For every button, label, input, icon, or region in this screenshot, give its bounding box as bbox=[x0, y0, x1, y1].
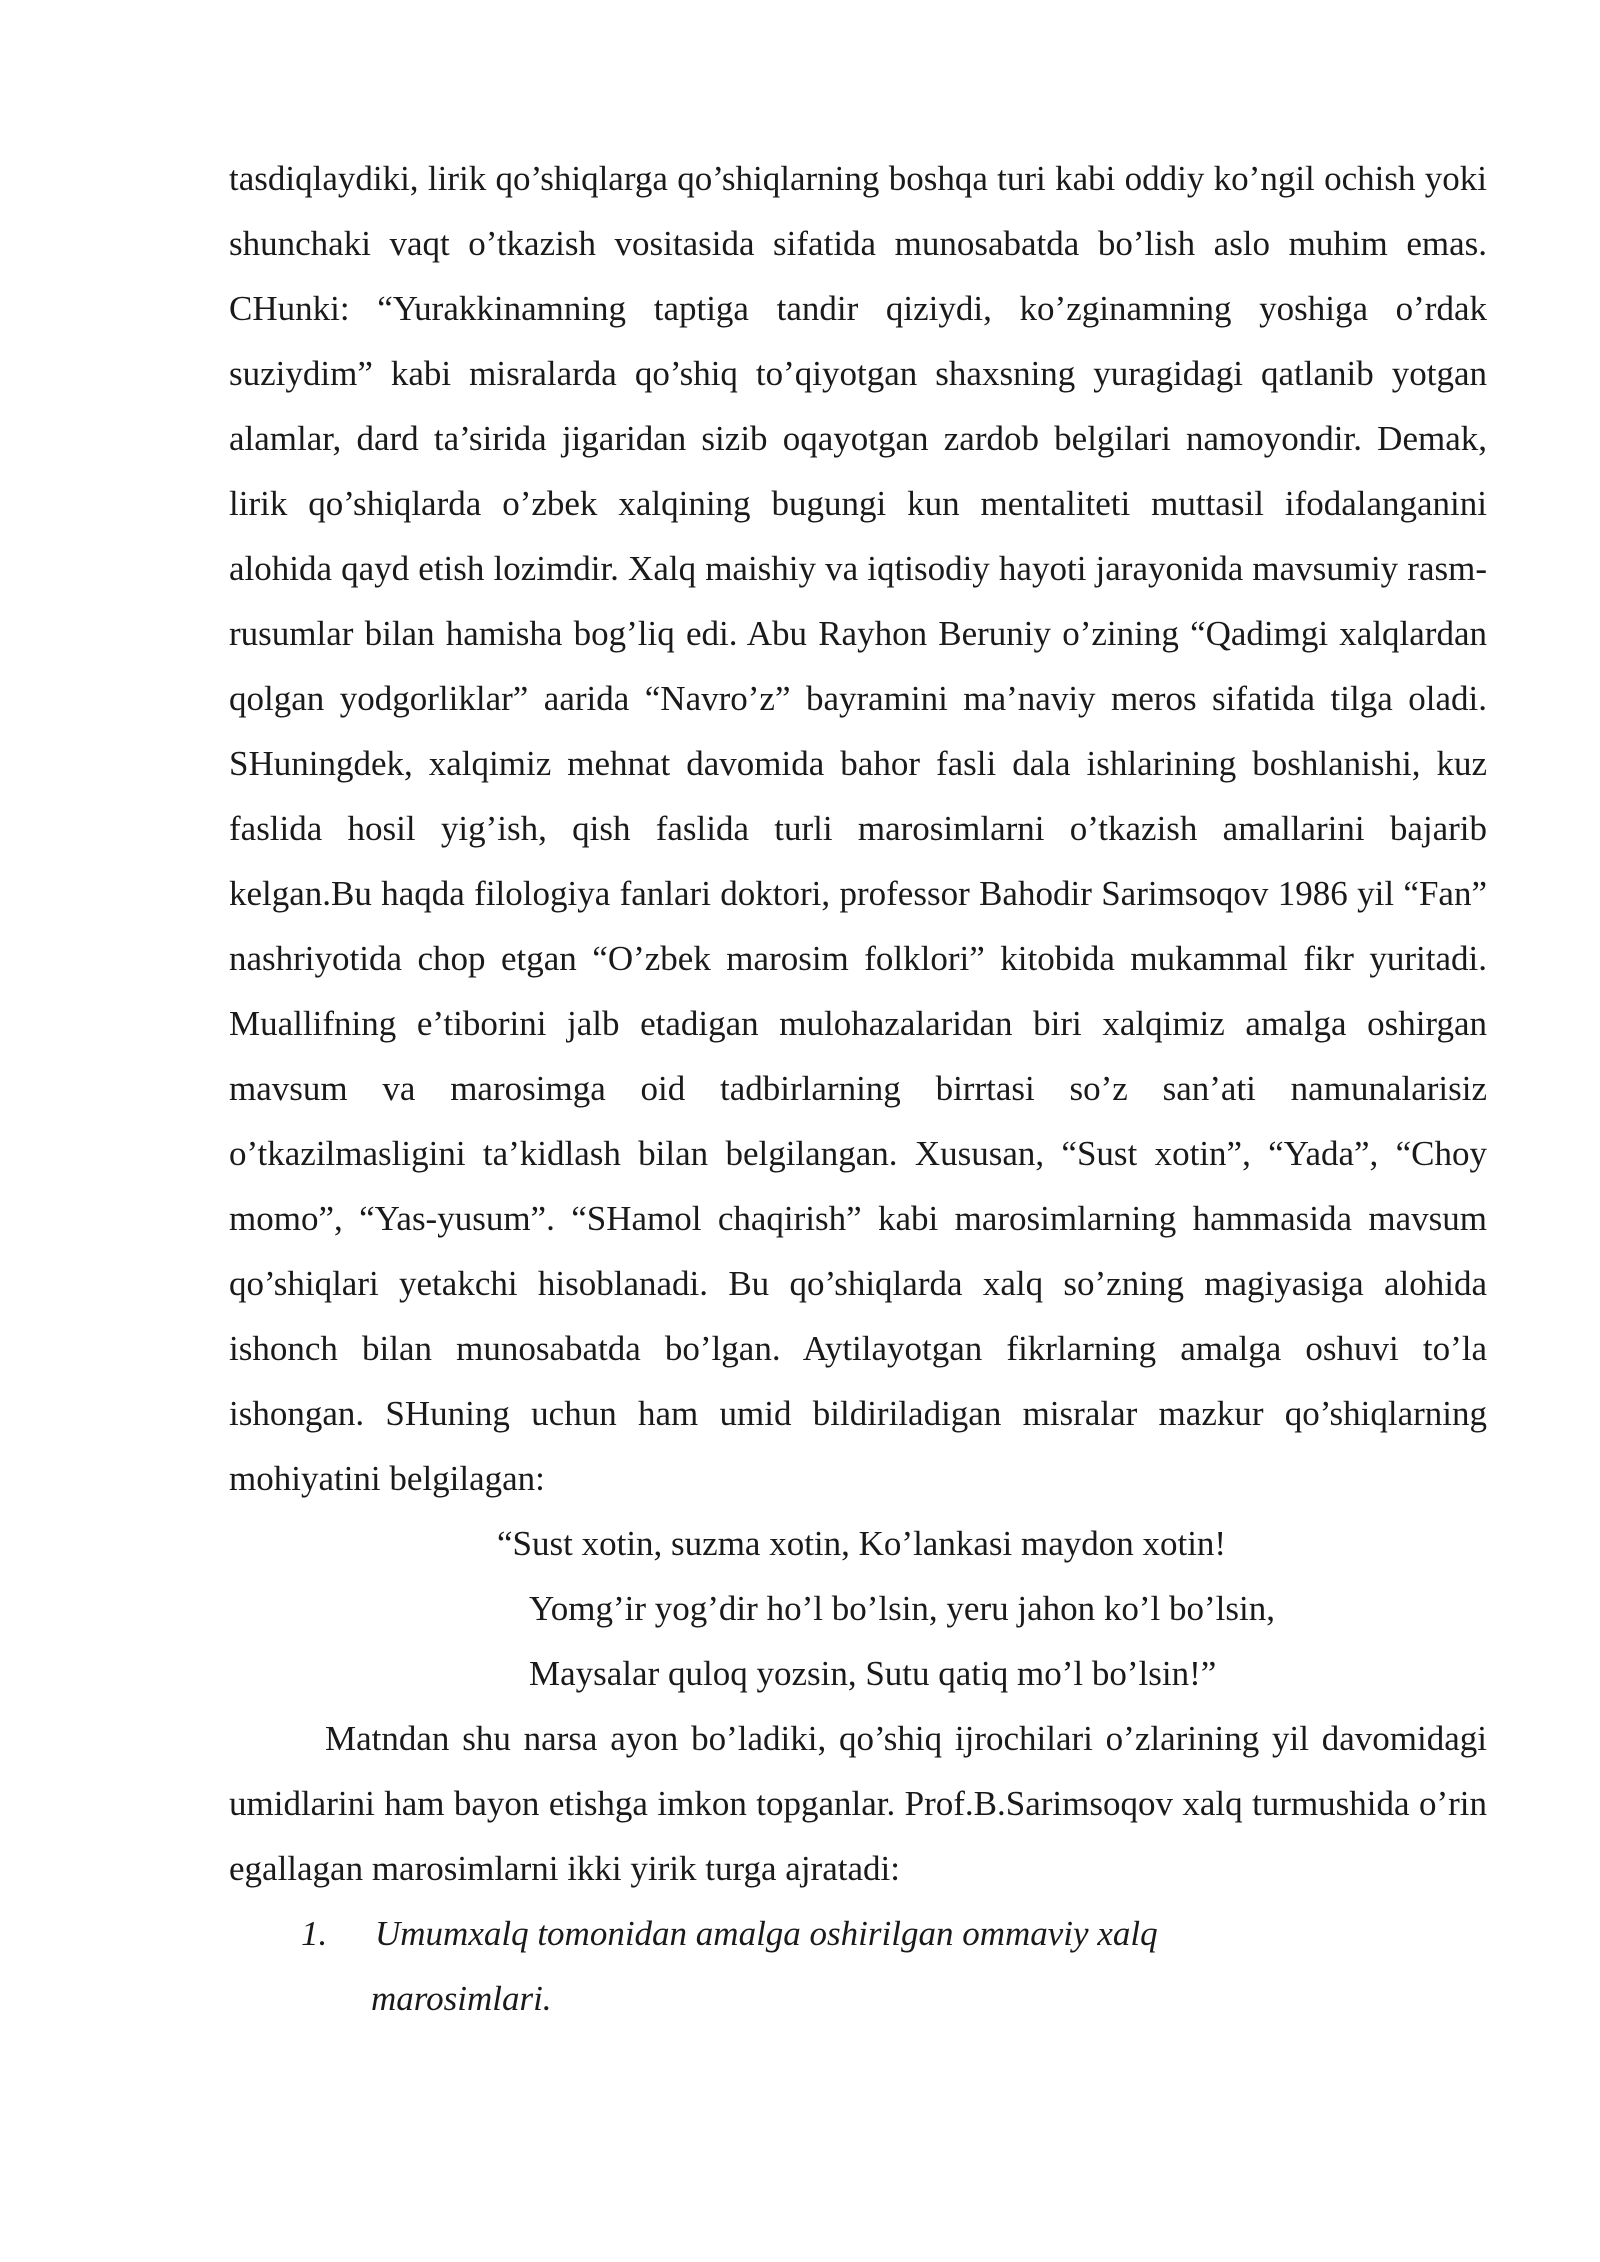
verse-line-2: Yomg’ir yog’dir ho’l bo’lsin, yeru jahon ko’l bo’lsin, bbox=[529, 1589, 1275, 1628]
verse-block bbox=[229, 1511, 1487, 1706]
body-paragraph-1: tasdiqlaydiki, lirik qo’shiqlarga qo’shiqlarning boshqa turi kabi oddiy ko’ngil ochish yoki shunchaki vaqt o’tkazish vositasida sifatida munosabatda bo’lish aslo muhim emas. CHunki: “Yurakkinamning taptiga tandir qiziydi, ko’zginamning yoshiga o’rdak suziydim” kabi misralarda qo’shiq to’qiyotgan shaxsning yuragidagi qatlanib yotgan alamlar, dard ta’sirida jigaridan sizib oqayotgan zardob belgilari namoyondir. Demak, lirik qo’shiqlarda o’zbek xalqining bugungi kun mentaliteti muttasil ifodalanganini alohida qayd etish lozimdir. Xalq maishiy va iqtisodiy hayoti jarayonida mavsumiy rasm-rusumlar bilan hamisha bog’liq edi. Abu Rayhon Beruniy o’zining “Qadimgi xalqlardan qolgan yodgorliklar” aarida “Navro’z” bayramini ma’naviy meros sifatida tilga oladi. SHuningdek, xalqimiz mehnat davomida bahor fasli dala ishlarining boshlanishi, kuz faslida hosil yig’ish, qish faslida turli marosimlarni o’tkazish amallarini bajarib kelgan.Bu haqda filologiya fanlari doktori, professor Bahodir Sarimsoqov 1986 yil “Fan” nashriyotida chop etgan “O’zbek marosim folklori” kitobida mukammal fikr yuritadi. Muallifning e’tiborini jalb etadigan mulohazalaridan biri xalqimiz amalga oshirgan mavsum va marosimga oid tadbirlarning birrtasi so’z san’ati namunalarisiz o’tkazilmasligini ta’kidlash bilan belgilangan. Xususan, “Sust xotin”, “Yada”, “Choy momo”, “Yas-yusum”. “SHamol chaqirish” kabi marosimlarning hammasida mavsum qo’shiqlari yetakchi hisoblanadi. Bu qo’shiqlarda xalq so’zning magiyasiga alohida ishonch bilan munosabatda bo’lgan. Aytilayotgan fikrlarning amalga oshuvi to’la ishongan. SHuning uchun ham umid bildiriladigan misralar mazkur qo’shiqlarning mohiyatini belgilagan: bbox=[229, 159, 1487, 1498]
verse-line-1: “Sust xotin, suzma xotin, Ko’lankasi maydon xotin! bbox=[497, 1524, 1227, 1563]
list-item bbox=[229, 1901, 1487, 2031]
list-item-number: 1. bbox=[301, 1914, 328, 1953]
verse-line-3: Maysalar quloq yozsin, Sutu qatiq mo’l bo’lsin!” bbox=[529, 1654, 1217, 1693]
list-item-text-line-1: Umumxalq tomonidan amalga oshirilgan ommaviy xalq bbox=[375, 1914, 1158, 1953]
list-item-text-line-2: marosimlari. bbox=[371, 1979, 552, 2018]
document-body bbox=[229, 146, 1487, 2031]
body-paragraph-2: Matndan shu narsa ayon bo’ladiki, qo’shiq ijrochilari o’zlarining yil davomidagi umidlarini ham bayon etishga imkon topganlar. Prof.B.Sarimsoqov xalq turmushida o’rin egallagan marosimlarni ikki yirik turga ajratadi: bbox=[229, 1719, 1487, 1888]
